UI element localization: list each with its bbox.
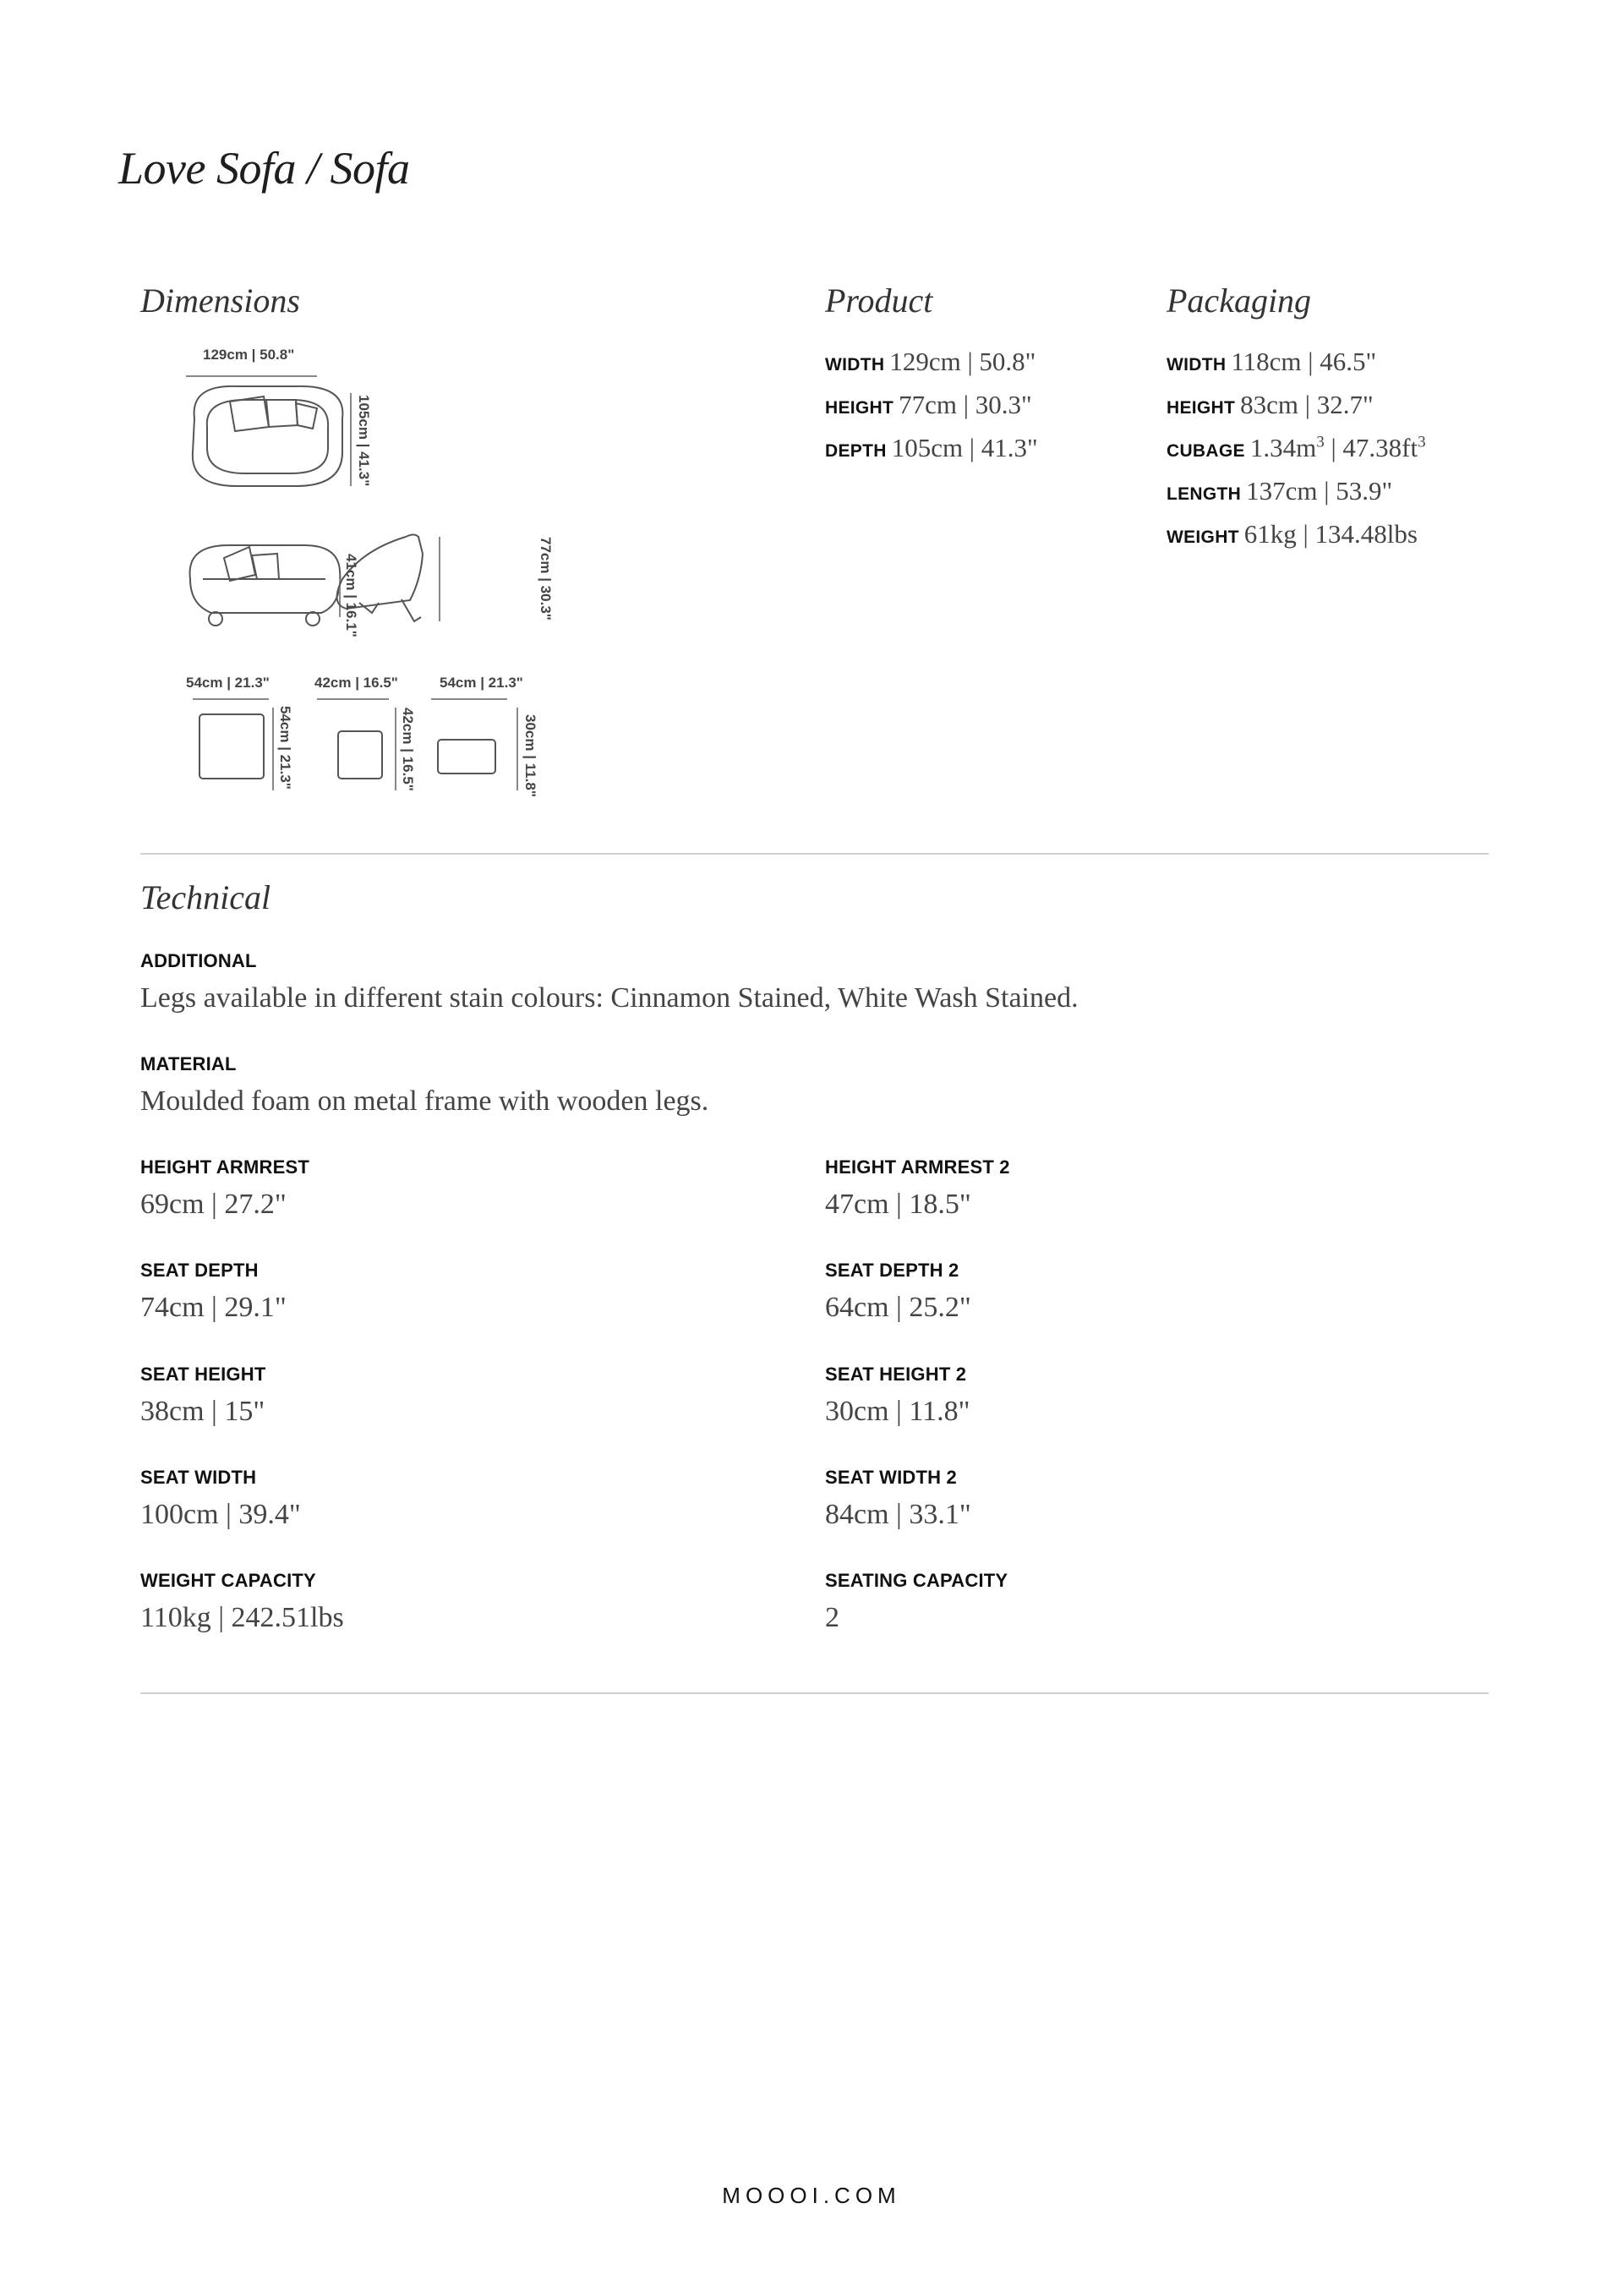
page-title: Love Sofa / Sofa: [118, 143, 410, 194]
side-height-label: 77cm | 30.3": [538, 537, 554, 620]
front-seat-label: 41cm | 16.1": [343, 554, 359, 637]
dimensions-heading: Dimensions: [140, 282, 300, 320]
product-heading: Product: [825, 282, 933, 320]
packaging-heading: Packaging: [1167, 282, 1312, 320]
seat-width-2-label: SEAT WIDTH 2: [825, 1467, 957, 1488]
product-depth-value: 105cm | 41.3": [891, 433, 1038, 462]
cushion-3: [438, 740, 495, 774]
packaging-cubage-row: [1167, 433, 1426, 463]
material-label: MATERIAL: [140, 1053, 237, 1074]
cushion-1: [199, 714, 264, 779]
packaging-length-row: [1167, 476, 1392, 506]
product-width-row: [825, 347, 1036, 377]
product-depth-row: [825, 433, 1038, 463]
weight-capacity-label: WEIGHT CAPACITY: [140, 1570, 316, 1591]
seat-height-value: 38cm | 15": [140, 1396, 265, 1427]
packaging-length-label: LENGTH: [1167, 484, 1242, 504]
additional-value: Legs available in different stain colours: Cinnamon Stained, White Wash Stained.: [140, 982, 1079, 1014]
packaging-height-row: [1167, 390, 1374, 420]
seating-capacity-value: 2: [825, 1602, 839, 1633]
seat-width-value: 100cm | 39.4": [140, 1499, 301, 1530]
product-width-value: 129cm | 50.8": [889, 347, 1036, 376]
section-divider-top: [140, 853, 1489, 855]
footer-website-link[interactable]: MOOOI.COM: [722, 2183, 901, 2208]
technical-heading: Technical: [140, 878, 271, 916]
packaging-width-label: WIDTH: [1167, 355, 1227, 374]
seat-width-label: SEAT WIDTH: [140, 1467, 257, 1488]
height-armrest-value: 69cm | 27.2": [140, 1189, 287, 1220]
seating-capacity-label: SEATING CAPACITY: [825, 1570, 1008, 1591]
seat-depth-label: SEAT DEPTH: [140, 1260, 259, 1281]
sofa-top-view: [193, 386, 343, 486]
cushion-3-width-label: 54cm | 21.3": [440, 675, 523, 691]
product-height-value: 77cm | 30.3": [899, 390, 1032, 419]
dimensions-drawing: [169, 334, 583, 824]
packaging-cubage-value: $1.34m^3$ | $47.38ft^3$: [1249, 433, 1426, 462]
product-depth-label: DEPTH: [825, 441, 887, 461]
packaging-width-value: 118cm | 46.5": [1231, 347, 1377, 376]
section-divider-bottom: [140, 1692, 1489, 1694]
product-width-label: WIDTH: [825, 355, 885, 374]
product-height-label: HEIGHT: [825, 398, 894, 418]
height-armrest-2-label: HEIGHT ARMREST 2: [825, 1156, 1010, 1178]
top-depth-label: 105cm | 41.3": [356, 395, 372, 487]
packaging-weight-value: 61kg | 134.48lbs: [1243, 519, 1418, 549]
seat-height-2-label: SEAT HEIGHT 2: [825, 1364, 967, 1385]
cushion-3-height-label: 30cm | 11.8": [522, 714, 538, 797]
height-armrest-2-value: 47cm | 18.5": [825, 1189, 971, 1220]
cushion-2: [338, 731, 382, 779]
packaging-weight-label: WEIGHT: [1167, 528, 1239, 547]
cushion-1-width-label: 54cm | 21.3": [186, 675, 270, 691]
seat-height-2-value: 30cm | 11.8": [825, 1396, 970, 1427]
height-armrest-label: HEIGHT ARMREST: [140, 1156, 309, 1178]
packaging-height-value: 83cm | 32.7": [1240, 390, 1374, 419]
seat-height-label: SEAT HEIGHT: [140, 1364, 266, 1385]
material-value: Moulded foam on metal frame with wooden legs.: [140, 1085, 709, 1117]
seat-depth-2-value: 64cm | 25.2": [825, 1292, 971, 1323]
weight-capacity-value: 110kg | 242.51lbs: [140, 1602, 344, 1633]
cushion-1-height-label: 54cm | 21.3": [277, 706, 293, 790]
packaging-weight-row: [1167, 519, 1418, 549]
seat-depth-value: 74cm | 29.1": [140, 1292, 287, 1323]
packaging-width-row: [1167, 347, 1376, 377]
top-width-label: 129cm | 50.8": [203, 347, 295, 363]
product-height-row: [825, 390, 1032, 420]
cushion-2-height-label: 42cm | 16.5": [400, 708, 416, 791]
packaging-height-label: HEIGHT: [1167, 398, 1236, 418]
packaging-cubage-label: CUBAGE: [1167, 441, 1245, 461]
seat-depth-2-label: SEAT DEPTH 2: [825, 1260, 959, 1281]
packaging-length-value: 137cm | 53.9": [1246, 476, 1393, 506]
seat-width-2-value: 84cm | 33.1": [825, 1499, 971, 1530]
additional-label: ADDITIONAL: [140, 950, 257, 971]
cushion-2-width-label: 42cm | 16.5": [314, 675, 398, 691]
